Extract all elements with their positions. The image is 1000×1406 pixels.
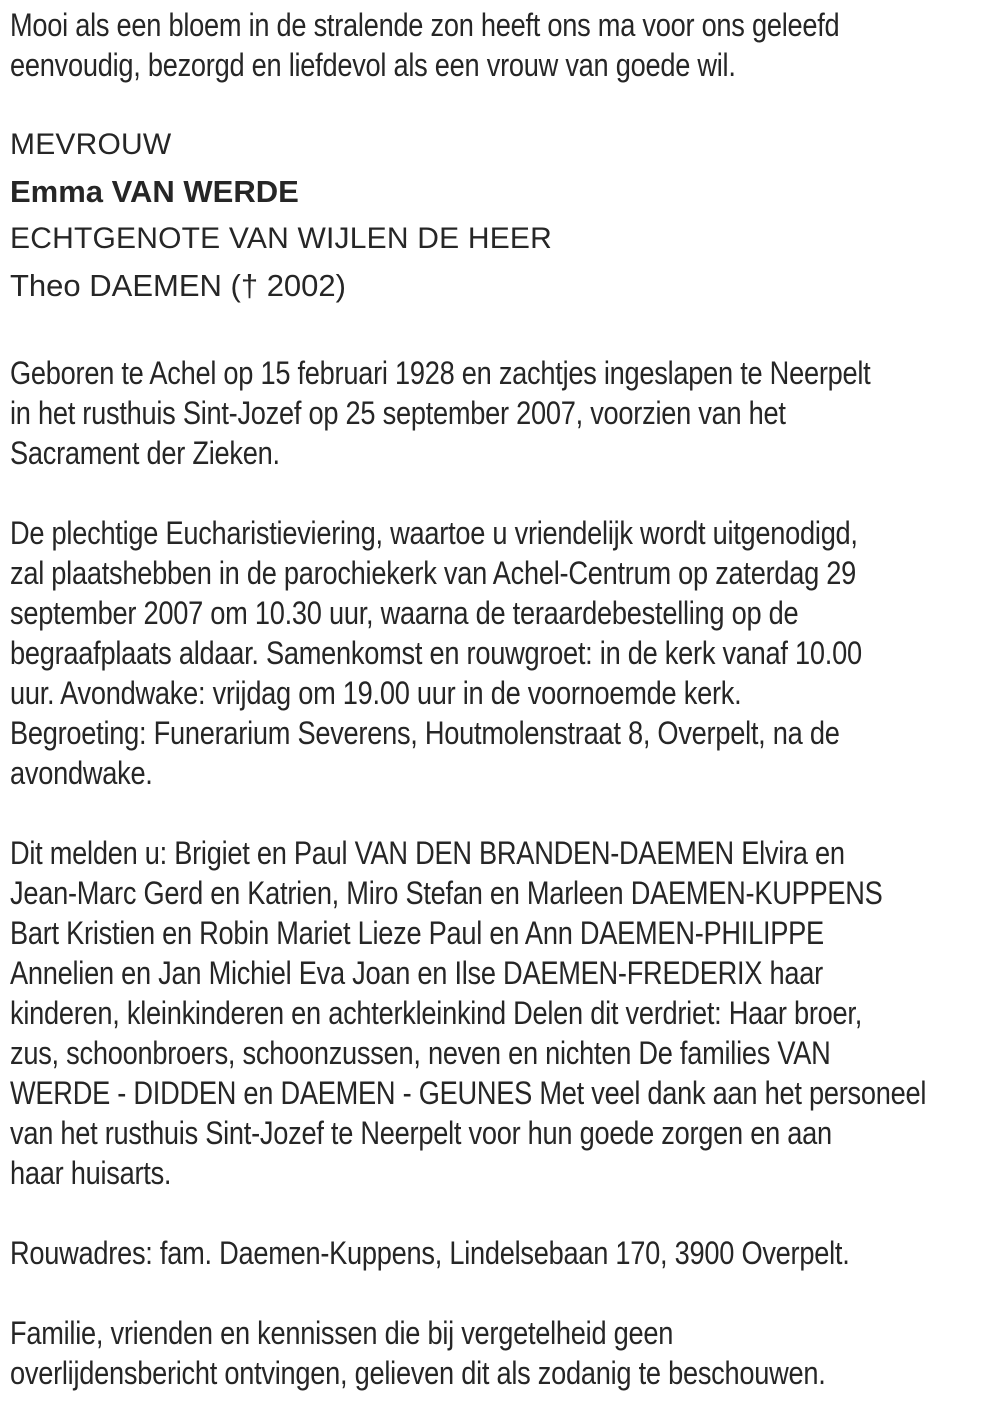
birth-death-paragraph	[10, 353, 990, 473]
family-announcement-line: WERDE - DIDDEN en DAEMEN - GEUNES Met veel dank aan het personeel	[10, 1075, 927, 1111]
funeral-service-line: begraafplaats aldaar. Samenkomst en rouwgroet: in de kerk vanaf 10.00	[10, 635, 862, 671]
deceased-name: Emma VAN WERDE	[10, 174, 299, 209]
birth-death-line: Sacrament der Zieken.	[10, 435, 280, 471]
funeral-service-line: zal plaatshebben in de parochiekerk van Achel-Centrum op zaterdag 29	[10, 555, 857, 591]
salutation: MEVROUW	[10, 128, 172, 161]
spouse-relation-label: ECHTGENOTE VAN WIJLEN DE HEER	[10, 222, 552, 255]
family-announcement-line: Dit melden u: Brigiet en Paul VAN DEN BRANDEN-DAEMEN Elvira en	[10, 835, 845, 871]
funeral-service-line: uur. Avondwake: vrijdag om 19.00 uur in de voornoemde kerk.	[10, 675, 742, 711]
notification-paragraph	[10, 1313, 990, 1393]
family-announcement-paragraph	[10, 833, 990, 1193]
mourning-address-line: Rouwadres: fam. Daemen-Kuppens, Lindelsebaan 170, 3900 Overpelt.	[10, 1235, 850, 1271]
family-announcement-line: kinderen, kleinkinderen en achterkleinkind Delen dit verdriet: Haar broer,	[10, 995, 863, 1031]
notification-line: Familie, vrienden en kennissen die bij vergetelheid geen	[10, 1315, 674, 1351]
funeral-service-line: De plechtige Eucharistieviering, waartoe u vriendelijk wordt uitgenodigd,	[10, 515, 858, 551]
memorial-quote	[10, 5, 990, 85]
birth-death-line: in het rusthuis Sint-Jozef op 25 september 2007, voorzien van het	[10, 395, 786, 431]
family-announcement-line: van het rusthuis Sint-Jozef te Neerpelt voor hun goede zorgen en aan	[10, 1115, 832, 1151]
family-announcement-line: Annelien en Jan Michiel Eva Joan en Ilse DAEMEN-FREDERIX haar	[10, 955, 823, 991]
birth-death-line: Geboren te Achel op 15 februari 1928 en zachtjes ingeslapen te Neerpelt	[10, 355, 871, 391]
funeral-service-paragraph	[10, 513, 990, 793]
notification-line: overlijdensbericht ontvingen, gelieven dit als zodanig te beschouwen.	[10, 1355, 826, 1391]
funeral-service-line: avondwake.	[10, 755, 153, 791]
mourning-address-paragraph	[10, 1233, 990, 1273]
memorial-quote-line: Mooi als een bloem in de stralende zon heeft ons ma voor ons geleefd	[10, 7, 840, 43]
family-announcement-line: zus, schoonbroers, schoonzussen, neven en nichten De families VAN	[10, 1035, 831, 1071]
spouse-name: Theo DAEMEN († 2002)	[10, 268, 346, 303]
family-announcement-line: Jean-Marc Gerd en Katrien, Miro Stefan en Marleen DAEMEN-KUPPENS	[10, 875, 883, 911]
memorial-quote-line: eenvoudig, bezorgd en liefdevol als een vrouw van goede wil.	[10, 47, 736, 83]
family-announcement-line: haar huisarts.	[10, 1155, 172, 1191]
family-announcement-line: Bart Kristien en Robin Mariet Lieze Paul en Ann DAEMEN-PHILIPPE	[10, 915, 824, 951]
funeral-service-line: september 2007 om 10.30 uur, waarna de teraardebestelling op de	[10, 595, 799, 631]
funeral-service-line: Begroeting: Funerarium Severens, Houtmolenstraat 8, Overpelt, na de	[10, 715, 840, 751]
